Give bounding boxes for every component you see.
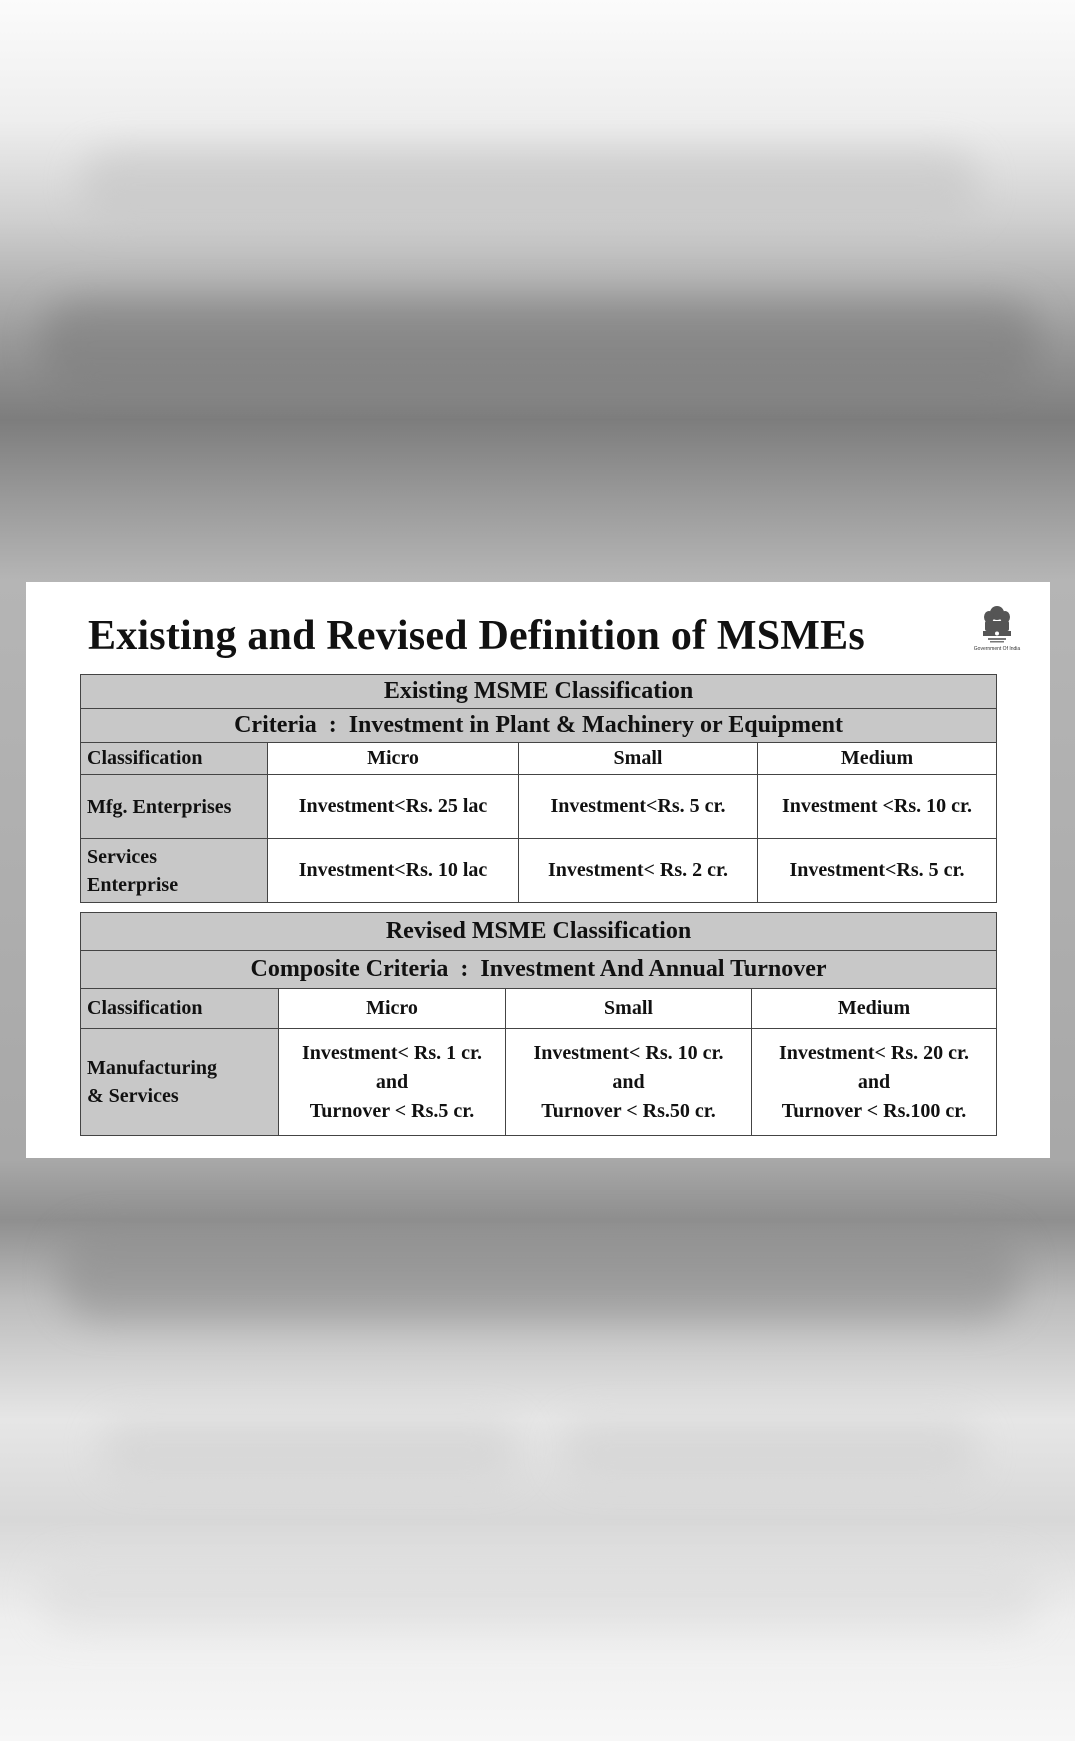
investment-limit: Investment< Rs. 1 cr. bbox=[301, 1041, 483, 1064]
column-header-small: Small bbox=[506, 989, 752, 1029]
turnover-limit: Turnover < Rs.50 cr. bbox=[541, 1099, 716, 1122]
cell-medium: Investment <Rs. 10 cr. bbox=[758, 775, 997, 839]
revised-criteria: Composite Criteria : Investment And Annual Turnover bbox=[81, 951, 997, 989]
investment-limit: Investment< Rs. 10 cr. bbox=[533, 1041, 724, 1064]
table-row bbox=[81, 1029, 997, 1136]
column-header-micro: Micro bbox=[279, 989, 506, 1029]
row-label: Services Enterprise bbox=[81, 839, 268, 903]
turnover-limit: Turnover < Rs.100 cr. bbox=[781, 1099, 967, 1122]
existing-heading: Existing MSME Classification bbox=[81, 675, 997, 709]
column-header-small: Small bbox=[519, 743, 758, 775]
cell-micro bbox=[279, 1029, 506, 1136]
existing-classification-table bbox=[80, 674, 997, 903]
existing-criteria: Criteria : Investment in Plant & Machinery or Equipment bbox=[81, 709, 997, 743]
column-header-classification: Classification bbox=[81, 989, 279, 1029]
msme-definition-slide bbox=[26, 582, 1050, 1158]
cell-small: Investment<Rs. 5 cr. bbox=[519, 775, 758, 839]
background-blur bbox=[40, 1560, 1040, 1630]
cell-medium bbox=[752, 1029, 997, 1136]
cell-micro: Investment<Rs. 25 lac bbox=[268, 775, 519, 839]
conjunction: and bbox=[612, 1070, 645, 1093]
cell-small bbox=[506, 1029, 752, 1136]
cell-micro: Investment<Rs. 10 lac bbox=[268, 839, 519, 903]
column-header-micro: Micro bbox=[268, 743, 519, 775]
national-emblem-icon bbox=[962, 604, 1032, 656]
emblem-caption: Government Of India bbox=[973, 646, 1021, 652]
background-blur bbox=[40, 300, 1040, 390]
row-label: Mfg. Enterprises bbox=[81, 775, 268, 839]
background-blur bbox=[560, 1420, 980, 1480]
slide-title: Existing and Revised Definition of MSMEs bbox=[88, 613, 865, 659]
column-header-medium: Medium bbox=[758, 743, 997, 775]
investment-limit: Investment< Rs. 20 cr. bbox=[778, 1041, 970, 1064]
revised-classification-table bbox=[80, 912, 997, 1136]
background-blur bbox=[60, 1230, 1020, 1320]
column-header-medium: Medium bbox=[752, 989, 997, 1029]
revised-heading: Revised MSME Classification bbox=[81, 913, 997, 951]
conjunction: and bbox=[375, 1070, 409, 1093]
row-label: Manufacturing & Services bbox=[81, 1029, 279, 1136]
conjunction: and bbox=[857, 1070, 891, 1093]
cell-small: Investment< Rs. 2 cr. bbox=[519, 839, 758, 903]
background-blur bbox=[100, 1420, 520, 1480]
turnover-limit: Turnover < Rs.5 cr. bbox=[309, 1099, 475, 1122]
column-header-classification: Classification bbox=[81, 743, 268, 775]
background-blur bbox=[80, 150, 980, 220]
table-row bbox=[81, 775, 997, 839]
table-row bbox=[81, 839, 997, 903]
cell-medium: Investment<Rs. 5 cr. bbox=[758, 839, 997, 903]
